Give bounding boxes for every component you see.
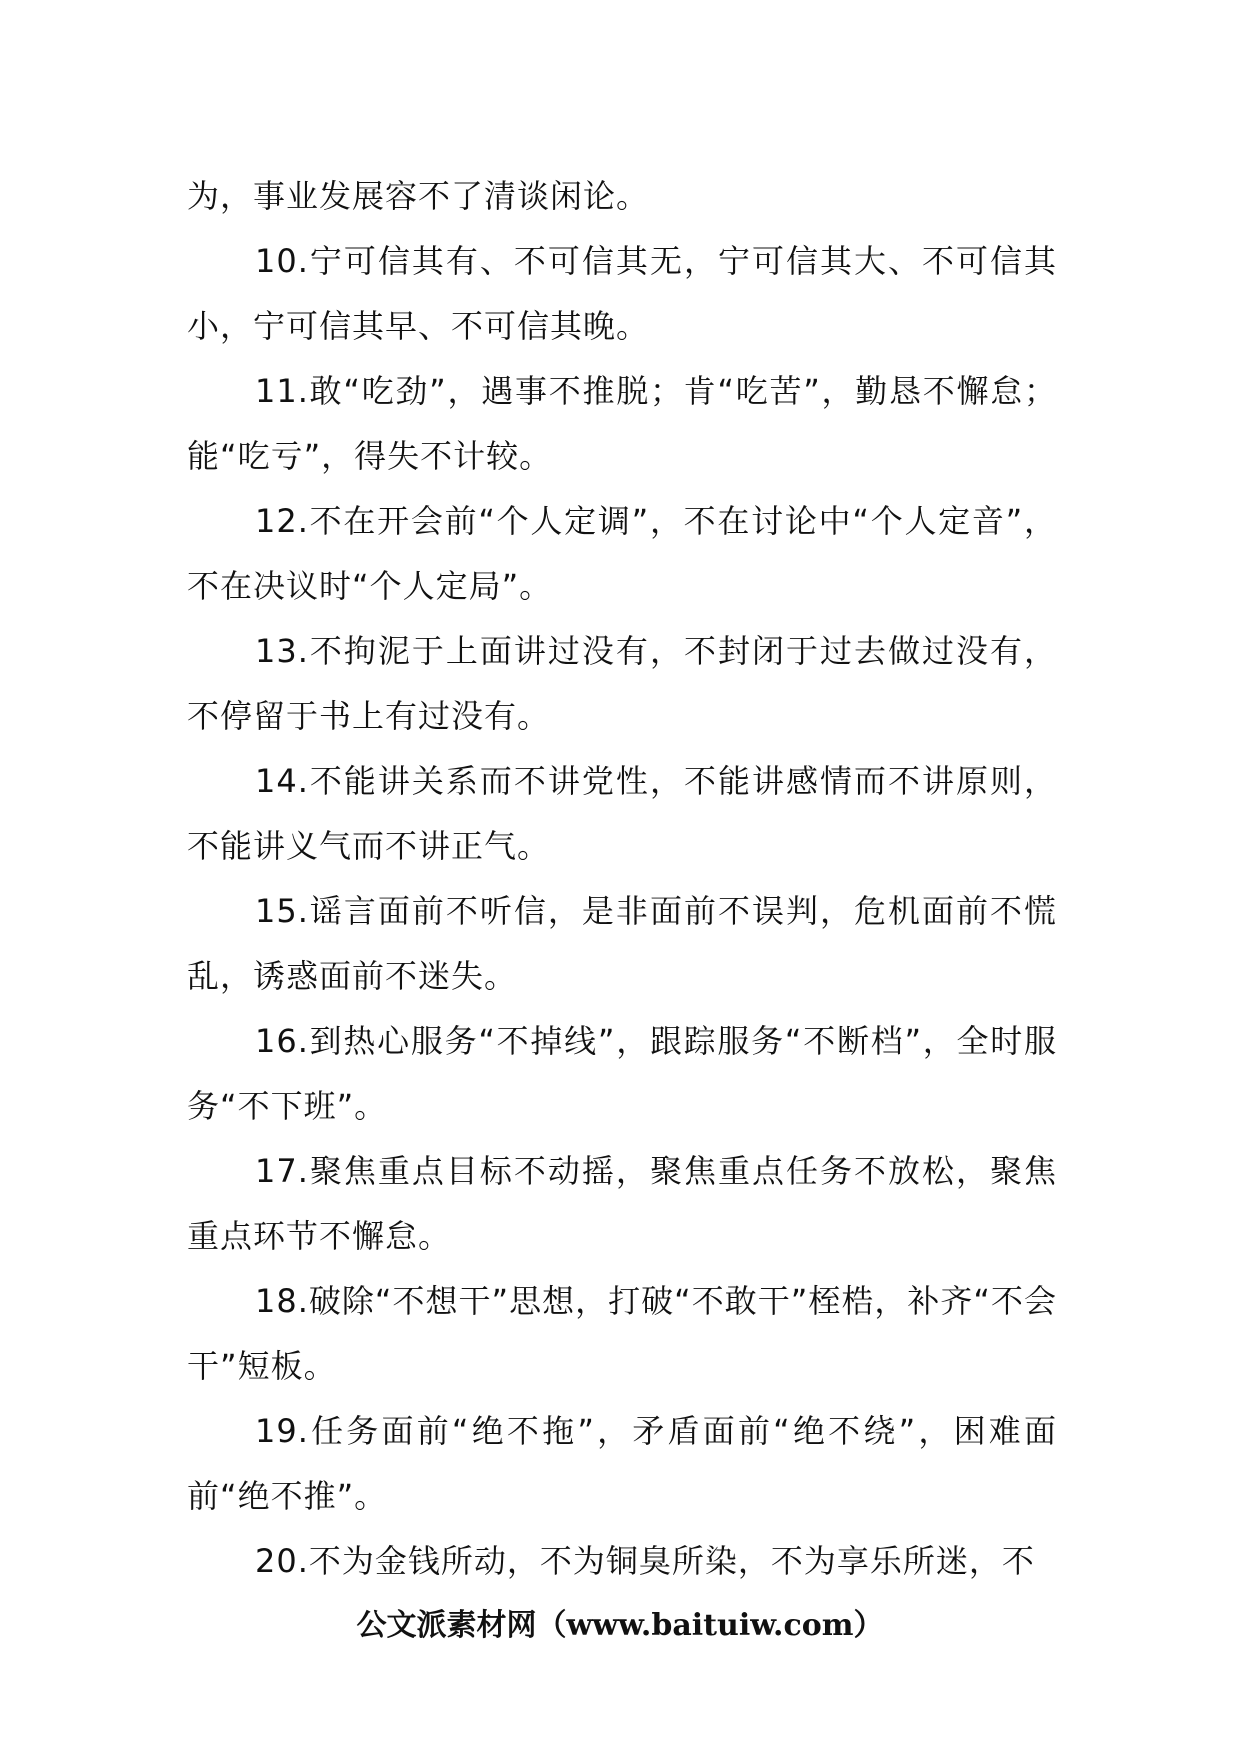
paragraph-item-13: 13.不拘泥于上面讲过没有，不封闭于过去做过没有，不停留于书上有过没有。 [187, 632, 1057, 735]
paragraph-item-15: 15.谣言面前不听信，是非面前不误判，危机面前不慌乱，诱惑面前不迷失。 [187, 892, 1057, 995]
paragraph-item-19: 19.任务面前“绝不拖”，矛盾面前“绝不绕”，困难面前“绝不推”。 [187, 1412, 1057, 1515]
paragraph-item-17: 17.聚焦重点目标不动摇，聚焦重点任务不放松，聚焦重点环节不懈怠。 [187, 1152, 1057, 1255]
paragraph-item-20: 20.不为金钱所动，不为铜臭所染，不为享乐所迷，不 [255, 1542, 1035, 1580]
paragraph-item-12: 12.不在开会前“个人定调”，不在讨论中“个人定音”，不在决议时“个人定局”。 [187, 502, 1057, 605]
footer-watermark: 公文派素材网（www.baituiw.com） [356, 1608, 884, 1643]
paragraph-item-10: 10.宁可信其有、不可信其无，宁可信其大、不可信其小，宁可信其早、不可信其晚。 [187, 242, 1057, 345]
paragraph-continuation: 为，事业发展容不了清谈闲论。 [187, 177, 650, 215]
document-body [187, 164, 1057, 1594]
paragraph-item-18: 18.破除“不想干”思想，打破“不敢干”桎梏，补齐“不会干”短板。 [187, 1282, 1057, 1385]
paragraph-item-16: 16.到热心服务“不掉线”，跟踪服务“不断档”，全时服务“不下班”。 [187, 1022, 1057, 1125]
paragraph-item-14: 14.不能讲关系而不讲党性，不能讲感情而不讲原则，不能讲义气而不讲正气。 [187, 762, 1057, 865]
paragraph-item-11: 11.敢“吃劲”，遇事不推脱；肯“吃苦”，勤恳不懈怠；能“吃亏”，得失不计较。 [187, 372, 1057, 475]
